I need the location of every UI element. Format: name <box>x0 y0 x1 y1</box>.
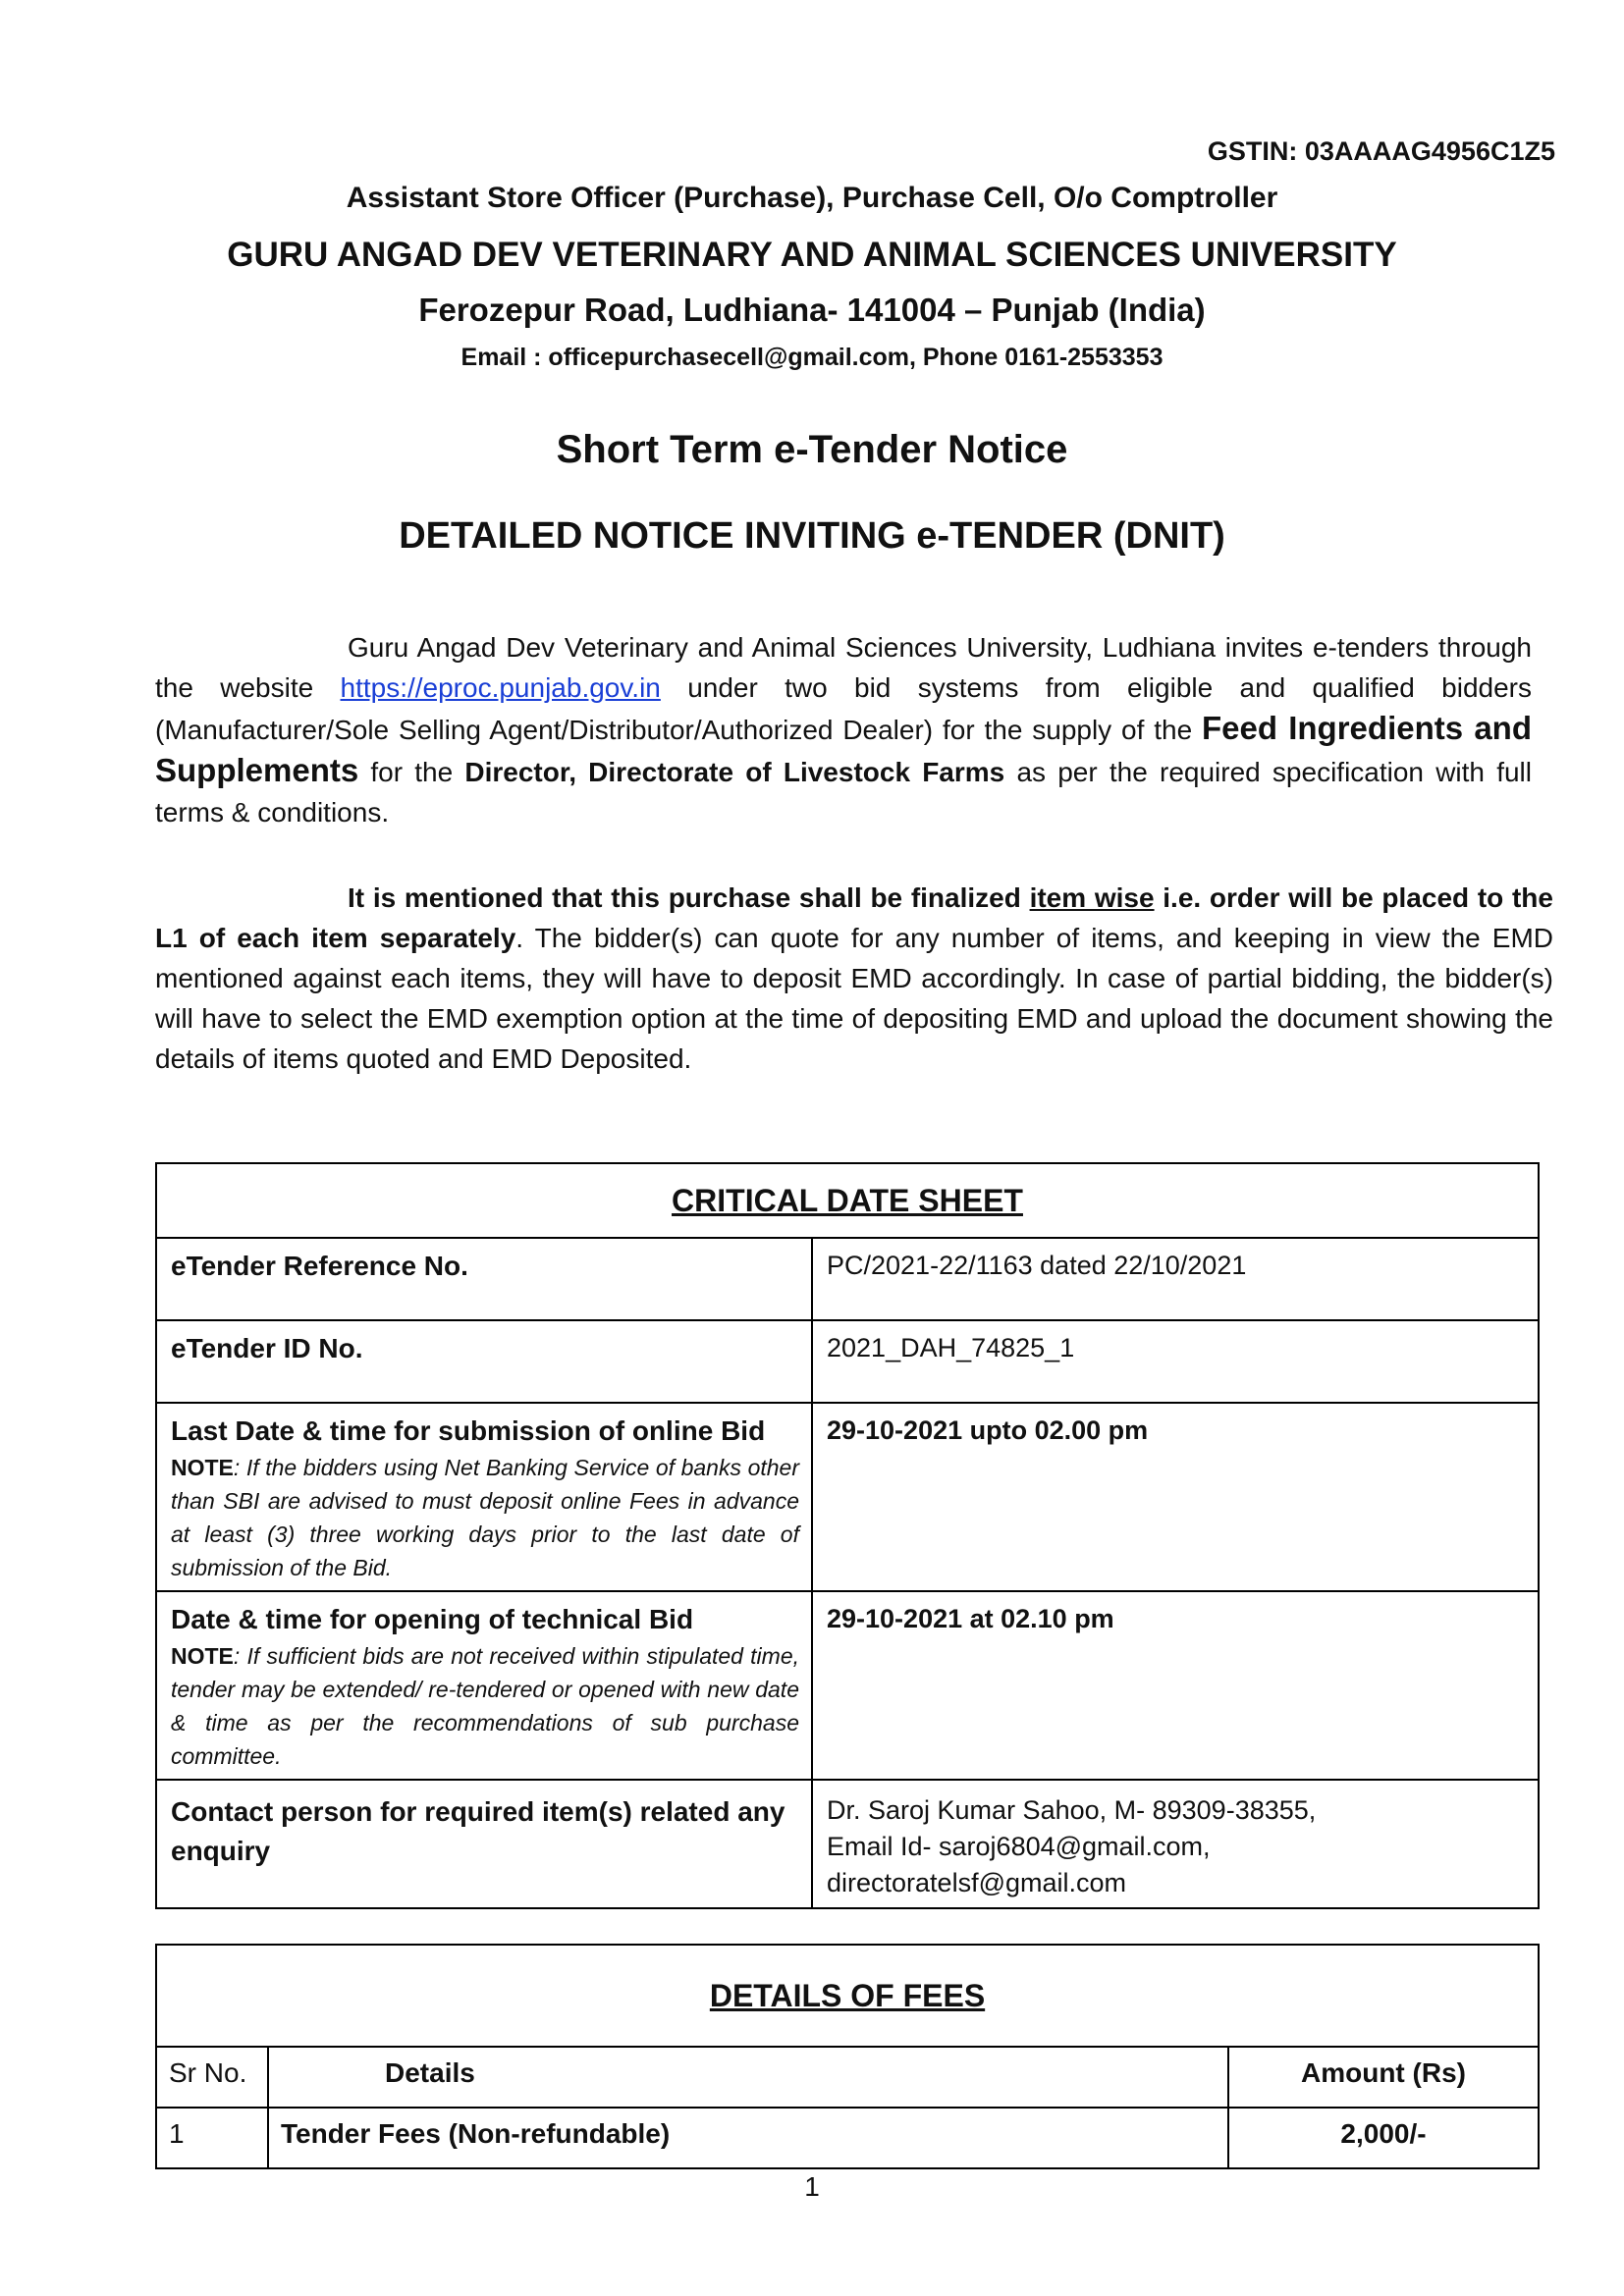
university-name: GURU ANGAD DEV VETERINARY AND ANIMAL SCIENCES UNIVERSITY <box>227 236 1397 274</box>
fees-title-cell <box>156 1945 1539 2047</box>
itemwise-text-2: i.e. order will be placed to the L1 of each item separately <box>155 882 1553 953</box>
ref-label: eTender Reference No. <box>156 1238 812 1320</box>
gstin-number: GSTIN: 03AAAAG4956C1Z5 <box>1207 136 1555 166</box>
fee-details: Tender Fees (Non-refundable) <box>268 2108 1228 2168</box>
fee-amount: 2,000/- <box>1228 2108 1539 2168</box>
office-heading: Assistant Store Officer (Purchase), Purchase Cell, O/o Comptroller <box>346 182 1278 214</box>
opening-label: Date & time for opening of technical Bid <box>171 1604 694 1634</box>
col-sr: Sr No. <box>156 2047 268 2108</box>
intro-text-1: Guru Angad Dev Veterinary and Animal Sciences University, Ludhiana invites e-tenders through the website <box>155 632 1532 703</box>
item-wise-emphasis: item wise <box>1029 882 1155 913</box>
contact-line-1: Dr. Saroj Kumar Sahoo, M- 89309-38355, <box>827 1795 1317 1825</box>
eproc-link[interactable]: https://eproc.punjab.gov.in <box>340 672 661 703</box>
itemwise-paragraph <box>155 878 1553 1079</box>
submission-note-text: : If the bidders using Net Banking Service of banks other than SBI are advised to must deposit online Fees in advance at least (3) three working days prior to the last date of submission of the Bid. <box>171 1455 799 1580</box>
critical-date-title: CRITICAL DATE SHEET <box>672 1182 1023 1218</box>
contact-line-3: directoratelsf@gmail.com <box>827 1868 1127 1897</box>
opening-note-text: : If sufficient bids are not received within stipulated time, tender may be extended/ re-tendered or opened with new date & time as per the recommendations of sub purchase committee. <box>171 1643 799 1769</box>
item-name: Feed Ingredients and Supplements <box>155 710 1532 788</box>
university-address: Ferozepur Road, Ludhiana- 141004 – Punjab (India) <box>418 292 1206 328</box>
contact-value <box>812 1780 1539 1908</box>
ref-value: PC/2021-22/1163 dated 22/10/2021 <box>812 1238 1539 1320</box>
page-number: 1 <box>804 2171 820 2202</box>
fees-title: DETAILS OF FEES <box>709 1977 986 2013</box>
submission-label: Last Date & time for submission of online Bid <box>171 1415 766 1446</box>
itemwise-text-1: It is mentioned that this purchase shall be finalized <box>348 882 1030 913</box>
submission-note <box>171 1451 799 1584</box>
id-label: eTender ID No. <box>156 1320 812 1403</box>
opening-cell <box>156 1591 812 1780</box>
submission-cell <box>156 1403 812 1591</box>
opening-note-label: NOTE <box>171 1643 234 1669</box>
intro-text-2: under two bid systems from eligible and qualified bidders (Manufacturer/Sole Selling Agent/Distributor/Authorized Dealer) for the supply of the <box>155 672 1532 745</box>
critical-date-title-cell <box>156 1163 1539 1238</box>
notice-title: Short Term e-Tender Notice <box>556 428 1068 471</box>
intro-paragraph <box>155 627 1532 832</box>
fee-sr: 1 <box>156 2108 268 2168</box>
itemwise-text-3: . The bidder(s) can quote for any number of items, and keeping in view the EMD mentioned against each items, they will have to deposit EMD accordingly. In case of partial bidding, the bidder(s) will have to select the EMD exemption option at the time of depositing EMD and upload the document showing the details of items quoted and EMD Deposited. <box>155 923 1553 1074</box>
critical-date-sheet <box>155 1162 1540 1909</box>
id-value: 2021_DAH_74825_1 <box>812 1320 1539 1403</box>
opening-value: 29-10-2021 at 02.10 pm <box>812 1591 1539 1780</box>
col-amount: Amount (Rs) <box>1228 2047 1539 2108</box>
director-name: Director, Directorate of Livestock Farms <box>464 757 1005 787</box>
contact-line: Email : officepurchasecell@gmail.com, Phone 0161-2553353 <box>460 344 1164 371</box>
contact-line-2: Email Id- saroj6804@gmail.com, <box>827 1832 1211 1861</box>
dnit-title: DETAILED NOTICE INVITING e-TENDER (DNIT) <box>399 515 1225 557</box>
contact-label: Contact person for required item(s) related any enquiry <box>156 1780 812 1908</box>
intro-text-4: as per the required specification with full terms & conditions. <box>155 757 1532 828</box>
submission-value: 29-10-2021 upto 02.00 pm <box>812 1403 1539 1591</box>
table-row <box>156 2108 1539 2168</box>
submission-note-label: NOTE <box>171 1455 234 1480</box>
fees-table <box>155 1944 1540 2169</box>
col-details: Details <box>268 2047 1228 2108</box>
opening-note <box>171 1639 799 1773</box>
intro-text-3: for the <box>358 757 465 787</box>
